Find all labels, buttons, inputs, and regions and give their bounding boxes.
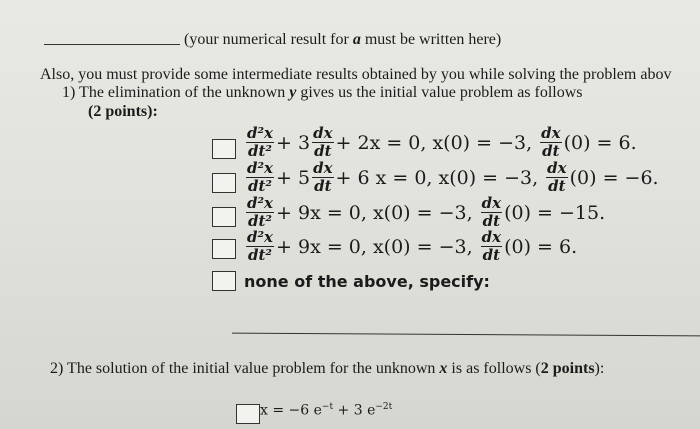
q1-points: (2 points):: [88, 103, 158, 120]
option-none-label: none of the above, specify:: [244, 272, 490, 291]
d2x-dt2-fraction: $\frac{\text{d²x}}{\text{dt²}}$: [247, 194, 274, 230]
result-note: (your numerical result for a must be written here): [184, 31, 502, 48]
intro-text: Also, you must provide some intermediate results obtained by you while solving the problem abov: [40, 66, 672, 83]
dx-dt-fraction: $\frac{dx}{dt}$: [313, 124, 333, 160]
d2x-dt2-fraction: $\frac{\text{d²x}}{\text{dt²}}$: [247, 124, 274, 160]
dx-dt-fraction: $\frac{dx}{dt}$: [541, 124, 561, 160]
dx-dt-fraction: $\frac{dx}{dt}$: [313, 159, 333, 195]
option-2-checkbox[interactable]: [212, 173, 236, 193]
option-none-checkbox[interactable]: [212, 271, 236, 291]
dx-dt-fraction: $\frac{dx}{dt}$: [481, 228, 502, 264]
specify-blank-line[interactable]: [232, 333, 700, 337]
option-1-equation: $\frac{\text{d²x}}{\text{dt²}}$ + 3 $\frac{dx}{dt}$ + 2x = 0, x(0) = −3, $\frac{dx}{dt}$ (0) = 6.: [247, 124, 637, 160]
d2x-dt2-fraction: $\frac{\text{d²x}}{\text{dt²}}$: [247, 159, 274, 195]
dx-dt-fraction: $\frac{dx}{dt}$: [481, 194, 502, 230]
q2-text: 2) The solution of the initial value problem for the unknown x is as follows (2 points):: [50, 360, 605, 377]
q2-option-1-checkbox[interactable]: [236, 404, 260, 424]
dx-dt-fraction: $\frac{dx}{dt}$: [547, 159, 567, 195]
option-1-checkbox[interactable]: [212, 139, 236, 159]
option-4-checkbox[interactable]: [212, 239, 236, 259]
option-3-equation: $\frac{\text{d²x}}{\text{dt²}}$ + 9x = 0, x(0) = −3, $\frac{dx}{dt}$ (0) = −15.: [247, 194, 606, 230]
option-2-equation: $\frac{\text{d²x}}{\text{dt²}}$ + 5 $\frac{dx}{dt}$ + 6 x = 0, x(0) = −3, $\frac{dx}{dt}$ (0) = −6.: [247, 159, 659, 195]
option-4-equation: $\frac{\text{d²x}}{\text{dt²}}$ + 9x = 0, x(0) = −3, $\frac{dx}{dt}$ (0) = 6.: [247, 228, 578, 264]
option-3-checkbox[interactable]: [212, 207, 236, 227]
answer-blank-line: [44, 44, 180, 45]
d2x-dt2-fraction: $\frac{\text{d²x}}{\text{dt²}}$: [247, 228, 274, 264]
q2-option-1-equation: x = −6 $e^{-t} + 3$ $e^{-2t}$: [260, 402, 393, 419]
q1-text: 1) The elimination of the unknown y gives us the initial value problem as follows: [62, 84, 583, 101]
